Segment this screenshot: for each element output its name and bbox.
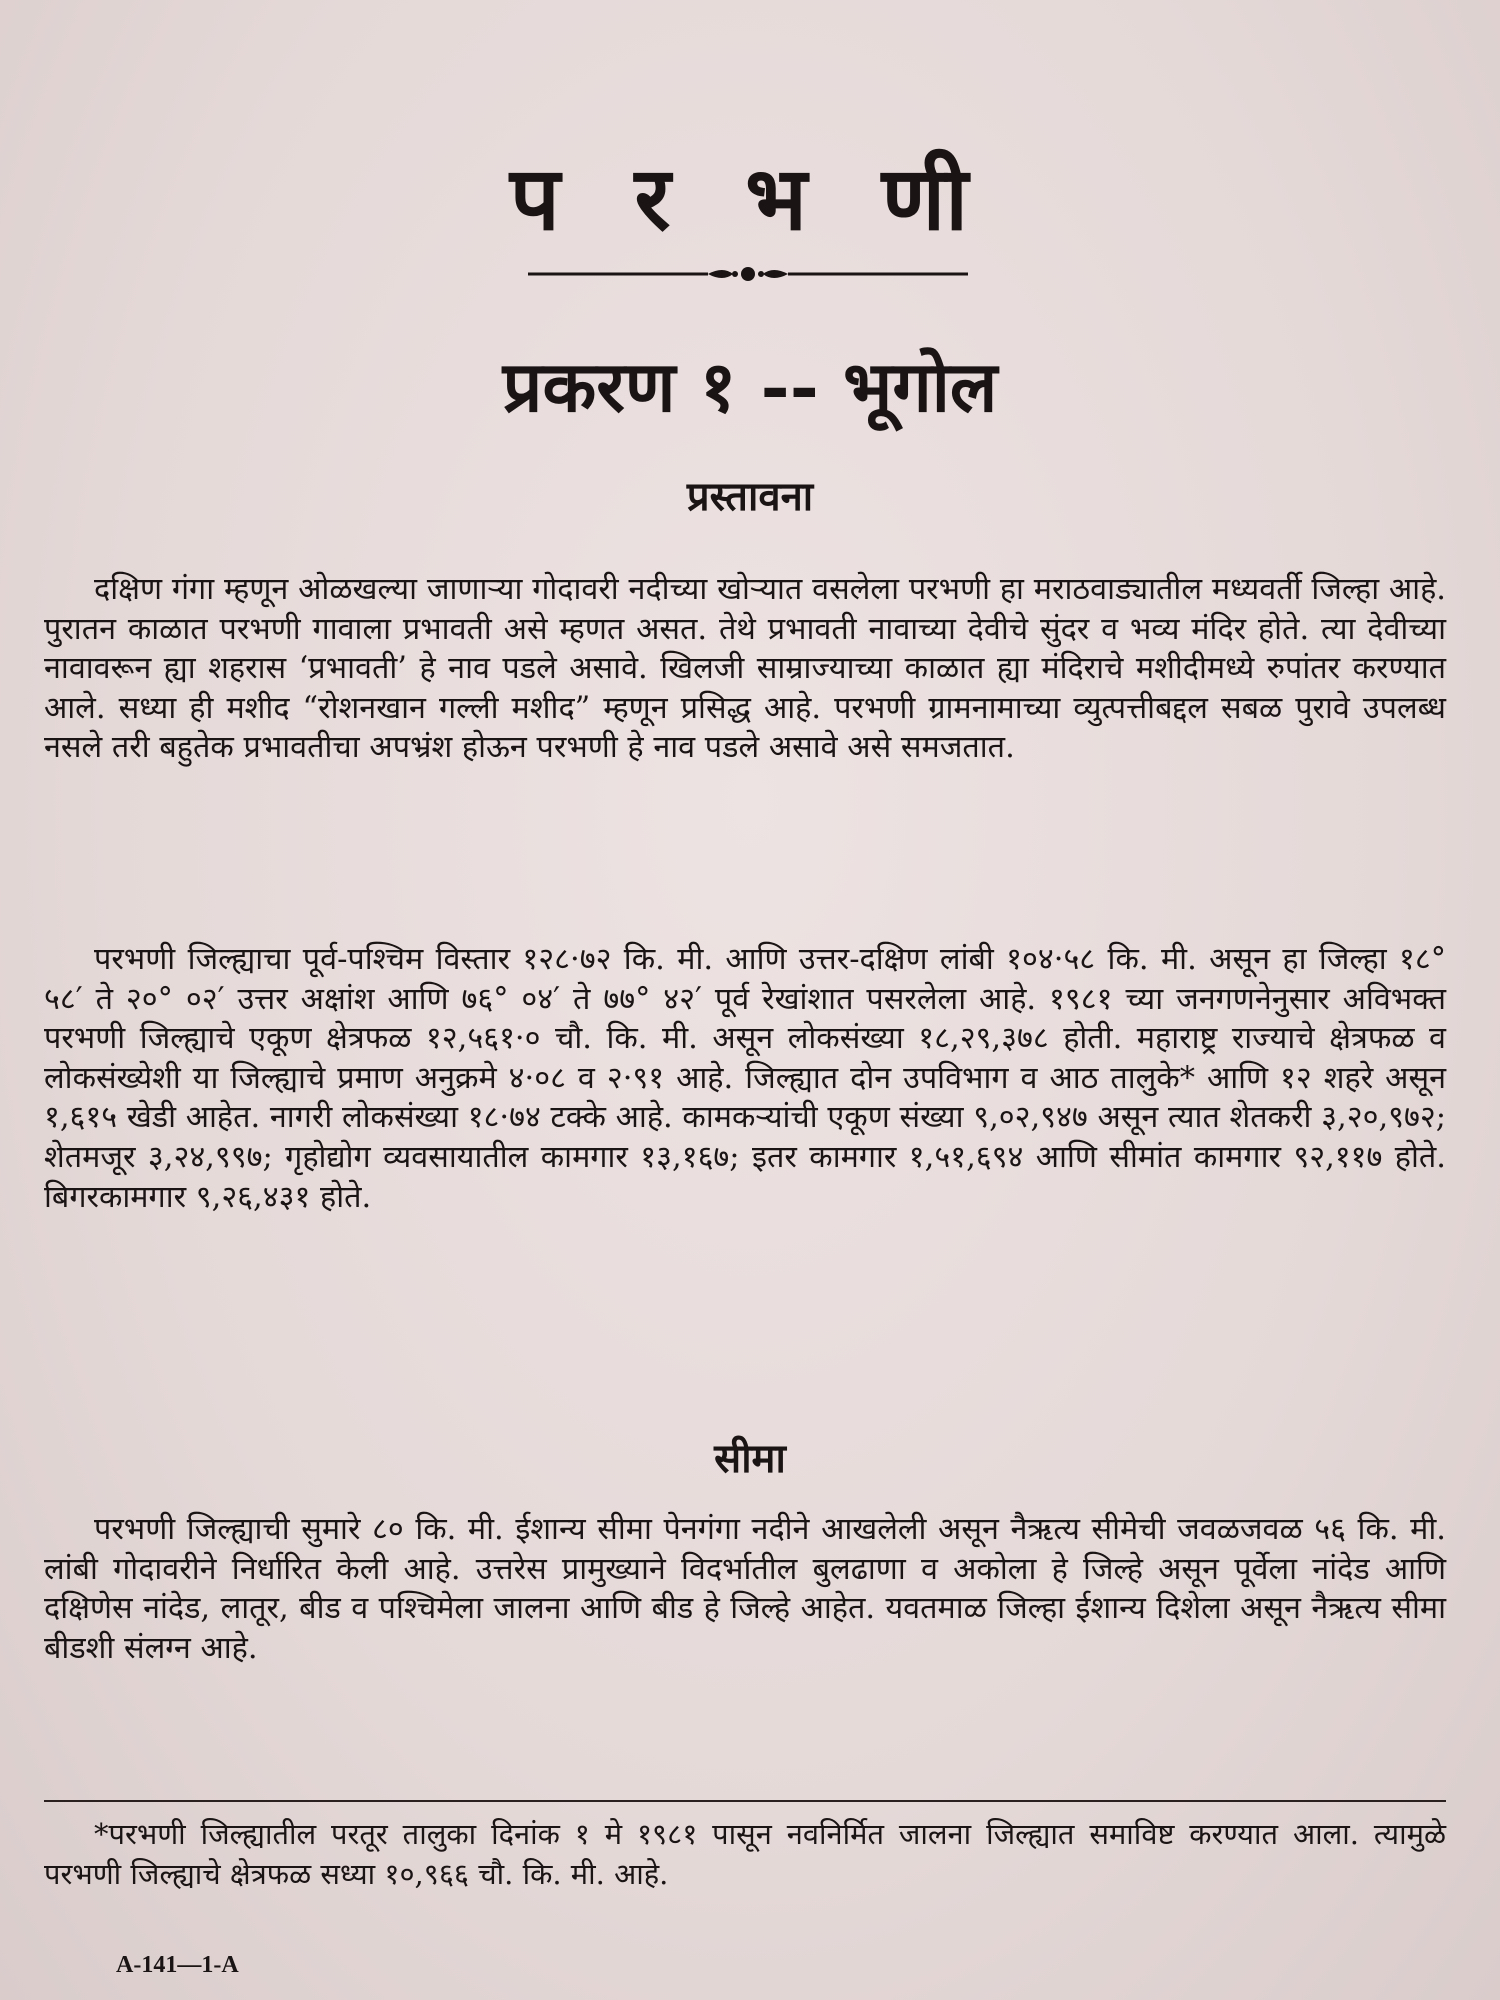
introduction-paragraph-2: परभणी जिल्ह्याचा पूर्व-पश्चिम विस्तार १२८·७२ कि. मी. आणि उत्तर-दक्षिण लांबी १०४·५८ कि. मी. असून हा जिल्हा १८° ५८′ ते २०° ०२′ उत्तर अक्षांश आणि ७६° ०४′ ते ७७° ४२′ पूर्व रेखांशात पसरलेला आहे. १९८१ च्या जनगणनेनुसार अविभक्त परभणी जिल्ह्याचे एकूण क्षेत्रफळ १२,५६१·० चौ. कि. मी. असून लोकसंख्या १८,२९,३७८ होती. महाराष्ट्र राज्याचे क्षेत्रफळ व लोकसंख्येशी या जिल्ह्याचे प्रमाण अनुक्रमे ४·०८ व २·९१ आहे. जिल्ह्यात दोन उपविभाग व आठ तालुके* आणि १२ शहरे असून १,६१५ खेडी आहेत. नागरी लोकसंख्या १८·७४ टक्के आहे. कामकऱ्यांची एकूण संख्या ९,०२,९४७ असून त्यात शेतकरी ३,२०,९७२; शेतमजूर ३,२४,९९७; गृहोद्योग व्यवसायातील कामगार १३,१६७; इतर कामगार १,५१,६९४ आणि सीमांत कामगार ९२,११७ होते. बिगरकामगार ९,२६,४३१ होते. [44,942,1446,1215]
ornament-divider [528,262,968,286]
section-heading-introduction: प्रस्तावना [686,473,814,520]
footnote: *परभणी जिल्ह्यातील परतूर तालुका दिनांक १ मे १९८१ पासून नवनिर्मित जालना जिल्ह्यात समाविष्ट करण्यात आला. त्यामुळे परभणी जिल्ह्याचे क्षेत्रफळ सध्या १०,९६६ चौ. कि. मी. आहे. [44,1817,1446,1891]
footnote-divider [44,1800,1446,1802]
district-title: प र भ णी [509,146,991,250]
page-code: A-141—1-A [116,1952,239,1978]
boundary-paragraph: परभणी जिल्ह्याची सुमारे ८० कि. मी. ईशान्य सीमा पेनगंगा नदीने आखलेली असून नैऋत्य सीमेची जवळजवळ ५६ कि. मी. लांबी गोदावरीने निर्धारित केली आहे. उत्तरेस प्रामुख्याने विदर्भातील बुलढाणा व अकोला हे जिल्हे असून पूर्वेला नांदेड आणि दक्षिणेस नांदेड, लातूर, बीड व पश्चिमेला जालना आणि बीड हे जिल्हे आहेत. यवतमाळ जिल्हा ईशान्य दिशेला असून नैऋत्य सीमा बीडशी संलग्न आहे. [44,1512,1446,1666]
chapter-title: प्रकरण १ -- भूगोल [502,345,998,428]
introduction-paragraph-1: दक्षिण गंगा म्हणून ओळखल्या जाणाऱ्या गोदावरी नदीच्या खोऱ्यात वसलेला परभणी हा मराठवाड्यातील मध्यवर्ती जिल्हा आहे. पुरातन काळात परभणी गावाला प्रभावती असे म्हणत असत. तेथे प्रभावती नावाच्या देवीचे सुंदर व भव्य मंदिर होते. त्या देवीच्या नावावरून ह्या शहरास ‘प्रभावती’ हे नाव पडले असावे. खिलजी साम्राज्याच्या काळात ह्या मंदिराचे मशीदीमध्ये रुपांतर करण्यात आले. सध्या ही मशीद “रोशनखान गल्ली मशीद” म्हणून प्रसिद्ध आहे. परभणी ग्रामनामाच्या व्युत्पत्तीबद्दल सबळ पुरावे उपलब्ध नसले तरी बहुतेक प्रभावतीचा अपभ्रंश होऊन परभणी हे नाव पडले असावे असे समजतात. [44,572,1446,766]
section-heading-boundary: सीमा [714,1435,786,1482]
